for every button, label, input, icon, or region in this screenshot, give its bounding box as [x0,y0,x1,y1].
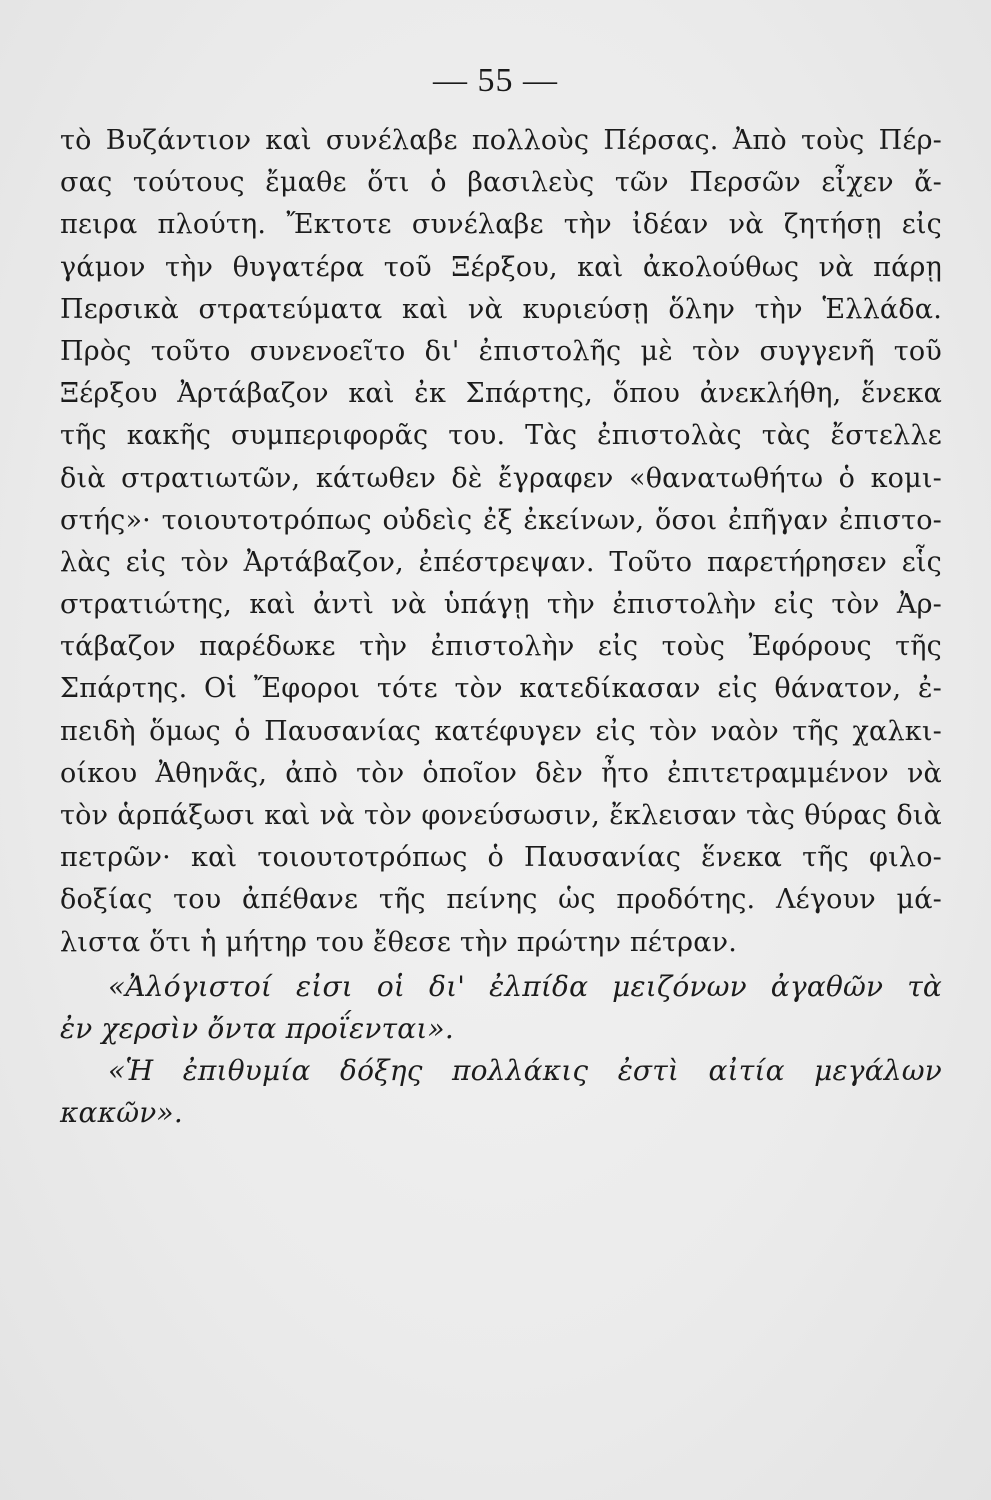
text-line: τῆς κακῆς συμπεριφορᾶς του. Τὰς ἐπιστολὰς τὰς ἔστελλε [60,420,942,452]
text-line: οίκου Ἀθηνᾶς, ἀπὸ τὸν ὁποῖον δὲν ἦτο ἐπιτετραμμένον νὰ [60,757,942,789]
quote-line: «Ἀλόγιστοί εἰσι οἱ δι' ἐλπίδα μειζόνων ἀγαθῶν τὰ [108,969,942,1003]
text-line: σας τούτους ἔμαθε ὅτι ὁ βασιλεὺς τῶν Περσῶν εἶχεν ἄ- [60,167,942,199]
text-line: διὰ στρατιωτῶν, κάτωθεν δὲ ἔγραφεν «θανατωθήτω ὁ κομι- [60,462,942,494]
text-line: δοξίας του ἀπέθανε τῆς πείνης ὡς προδότης. Λέγουν μά- [60,884,942,916]
text-line: πειρα πλούτη. Ἔκτοτε συνέλαβε τὴν ἰδέαν νὰ ζητήσῃ εἰς [60,209,942,241]
text-line: λιστα ὅτι ἡ μήτηρ του ἔθεσε τὴν πρώτην πέτραν. [60,926,738,958]
quote-line: «Ἡ ἐπιθυμία δόξης πολλάκις ἐστὶ αἰτία μεγάλων [108,1054,942,1088]
text-line: λὰς εἰς τὸν Ἀρτάβαζον, ἐπέστρεψαν. Τοῦτο παρετήρησεν εἷς [60,546,942,578]
body-text [60,120,942,1135]
text-line: γάμον τὴν θυγατέρα τοῦ Ξέρξου, καὶ ἀκολούθως νὰ πάρῃ [60,251,942,283]
text-line: τὸ Βυζάντιον καὶ συνέλαβε πολλοὺς Πέρσας. Ἀπὸ τοὺς Πέρ- [60,125,942,156]
text-line: Περσικὰ στρατεύματα καὶ νὰ κυριεύσῃ ὅλην τὴν Ἑλλάδα. [60,293,942,325]
quote-line: κακῶν». [60,1096,183,1130]
text-line: πετρῶν· καὶ τοιουτοτρόπως ὁ Παυσανίας ἕνεκα τῆς φιλο- [60,842,942,874]
text-line: στρατιώτης, καὶ ἀντὶ νὰ ὑπάγῃ τὴν ἐπιστολὴν εἰς τὸν Ἀρ- [60,589,942,621]
text-line: πειδὴ ὅμως ὁ Παυσανίας κατέφυγεν εἰς τὸν ναὸν τῆς χαλκι- [60,715,942,747]
text-line: τὸν ἁρπάξωσι καὶ νὰ τὸν φονεύσωσιν, ἔκλεισαν τὰς θύρας διὰ [60,800,942,831]
text-line: Πρὸς τοῦτο συνενοεῖτο δι' ἐπιστολῆς μὲ τὸν συγγενῆ τοῦ [60,335,942,367]
page-number: — 55 — [433,62,558,99]
quote-line: ἐν χερσὶν ὄντα προΐενται». [60,1011,454,1045]
text-line: τάβαζον παρέδωκε τὴν ἐπιστολὴν εἰς τοὺς Ἐφόρους τῆς [60,631,942,663]
text-line: στής»· τοιουτοτρόπως οὐδεὶς ἐξ ἐκείνων, ὅσοι ἐπῆγαν ἐπιστο- [60,504,942,536]
text-line: Ξέρξου Ἀρτάβαζον καὶ ἐκ Σπάρτης, ὅπου ἀνεκλήθη, ἕνεκα [60,378,942,410]
text-line: Σπάρτης. Οἱ Ἔφοροι τότε τὸν κατεδίκασαν εἰς θάνατον, ἐ- [60,673,942,705]
